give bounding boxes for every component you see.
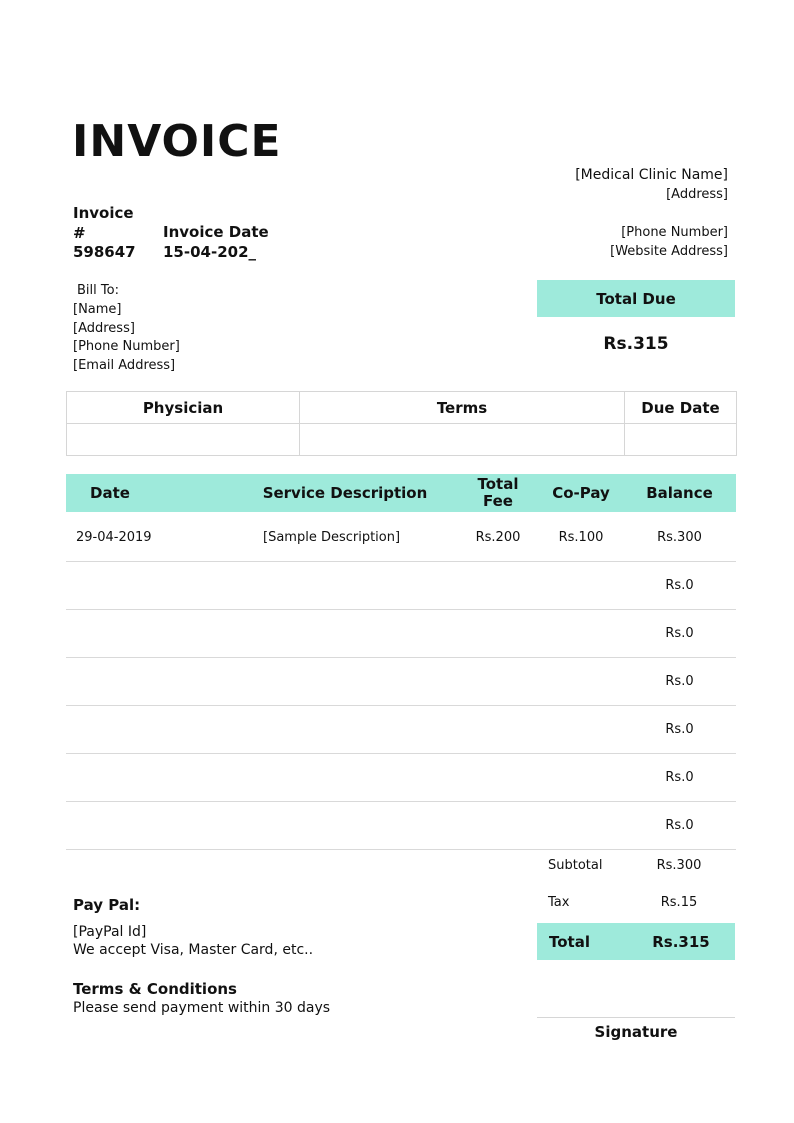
due-date-cell <box>625 424 737 456</box>
invoice-date: 15-04-202_ <box>163 242 257 261</box>
table-row <box>66 657 736 706</box>
total-due-amount: Rs.315 <box>603 334 669 354</box>
table-row <box>66 561 736 610</box>
total-label: Total <box>549 932 590 951</box>
total-fee-header <box>466 474 530 512</box>
table-row <box>66 753 736 802</box>
info-table <box>66 391 737 456</box>
row-copay: Rs.100 <box>558 529 604 545</box>
bill-to-phone: [Phone Number] <box>73 339 180 355</box>
table-row <box>66 705 736 754</box>
terms-header: Terms <box>300 392 625 424</box>
total-value: Rs.315 <box>652 932 710 951</box>
invoice-number-block <box>73 204 153 263</box>
bill-to <box>73 282 293 376</box>
bill-to-label: Bill To: <box>77 283 119 298</box>
payment-methods: We accept Visa, Master Card, etc.. <box>73 942 314 958</box>
physician-header: Physician <box>67 392 300 424</box>
row-balance: Rs.0 <box>665 817 694 833</box>
physician-cell <box>67 424 300 456</box>
invoice-number-label-2: # <box>73 223 86 242</box>
table-row <box>66 801 736 850</box>
description-header: Service Description <box>262 483 428 502</box>
table-row <box>66 609 736 658</box>
services-header <box>66 474 736 512</box>
row-description: [Sample Description] <box>263 529 401 545</box>
terms-text: Please send payment within 30 days <box>73 1000 331 1016</box>
total-due-label: Total Due <box>537 280 735 317</box>
invoice-number: 598647 <box>73 243 136 261</box>
invoice-date-block <box>163 223 313 262</box>
row-balance: Rs.0 <box>665 769 694 785</box>
bill-to-address: [Address] <box>73 320 135 336</box>
signature-label: Signature <box>594 1023 678 1041</box>
subtotal-label: Subtotal <box>548 858 603 873</box>
clinic-phone: [Phone Number] <box>621 225 728 240</box>
terms-cell <box>300 424 625 456</box>
copay-header: Co-Pay <box>552 483 610 502</box>
payment-heading: Pay Pal: <box>73 896 141 914</box>
row-balance: Rs.0 <box>665 721 694 737</box>
payment-id: [PayPal Id] <box>73 924 147 940</box>
row-balance: Rs.300 <box>657 529 702 545</box>
terms-heading: Terms & Conditions <box>73 980 237 998</box>
clinic-address: [Address] <box>666 187 728 202</box>
clinic-name: [Medical Clinic Name] <box>575 167 728 183</box>
balance-header: Balance <box>646 483 713 502</box>
due-date-header: Due Date <box>625 392 737 424</box>
row-date: 29-04-2019 <box>76 529 152 545</box>
row-balance: Rs.0 <box>665 673 694 689</box>
total-box <box>537 923 735 960</box>
clinic-info <box>468 166 728 261</box>
date-header: Date <box>90 483 130 502</box>
invoice-number-label-1: Invoice <box>73 204 134 222</box>
table-row <box>66 513 736 562</box>
bill-to-email: [Email Address] <box>73 358 176 374</box>
row-balance: Rs.0 <box>665 577 694 593</box>
tax-value: Rs.15 <box>660 895 698 910</box>
clinic-website: [Website Address] <box>610 244 728 259</box>
subtotal-value: Rs.300 <box>656 858 702 873</box>
signature-line <box>537 1017 735 1018</box>
total-fee-header-line2: Fee <box>483 492 513 510</box>
total-fee-header-line1: Total <box>477 475 519 493</box>
row-total-fee: Rs.200 <box>475 529 521 545</box>
invoice-title: INVOICE <box>72 116 282 167</box>
invoice-date-label: Invoice Date <box>163 223 269 241</box>
bill-to-name: [Name] <box>73 301 122 317</box>
tax-label: Tax <box>548 895 570 910</box>
row-balance: Rs.0 <box>665 625 694 641</box>
